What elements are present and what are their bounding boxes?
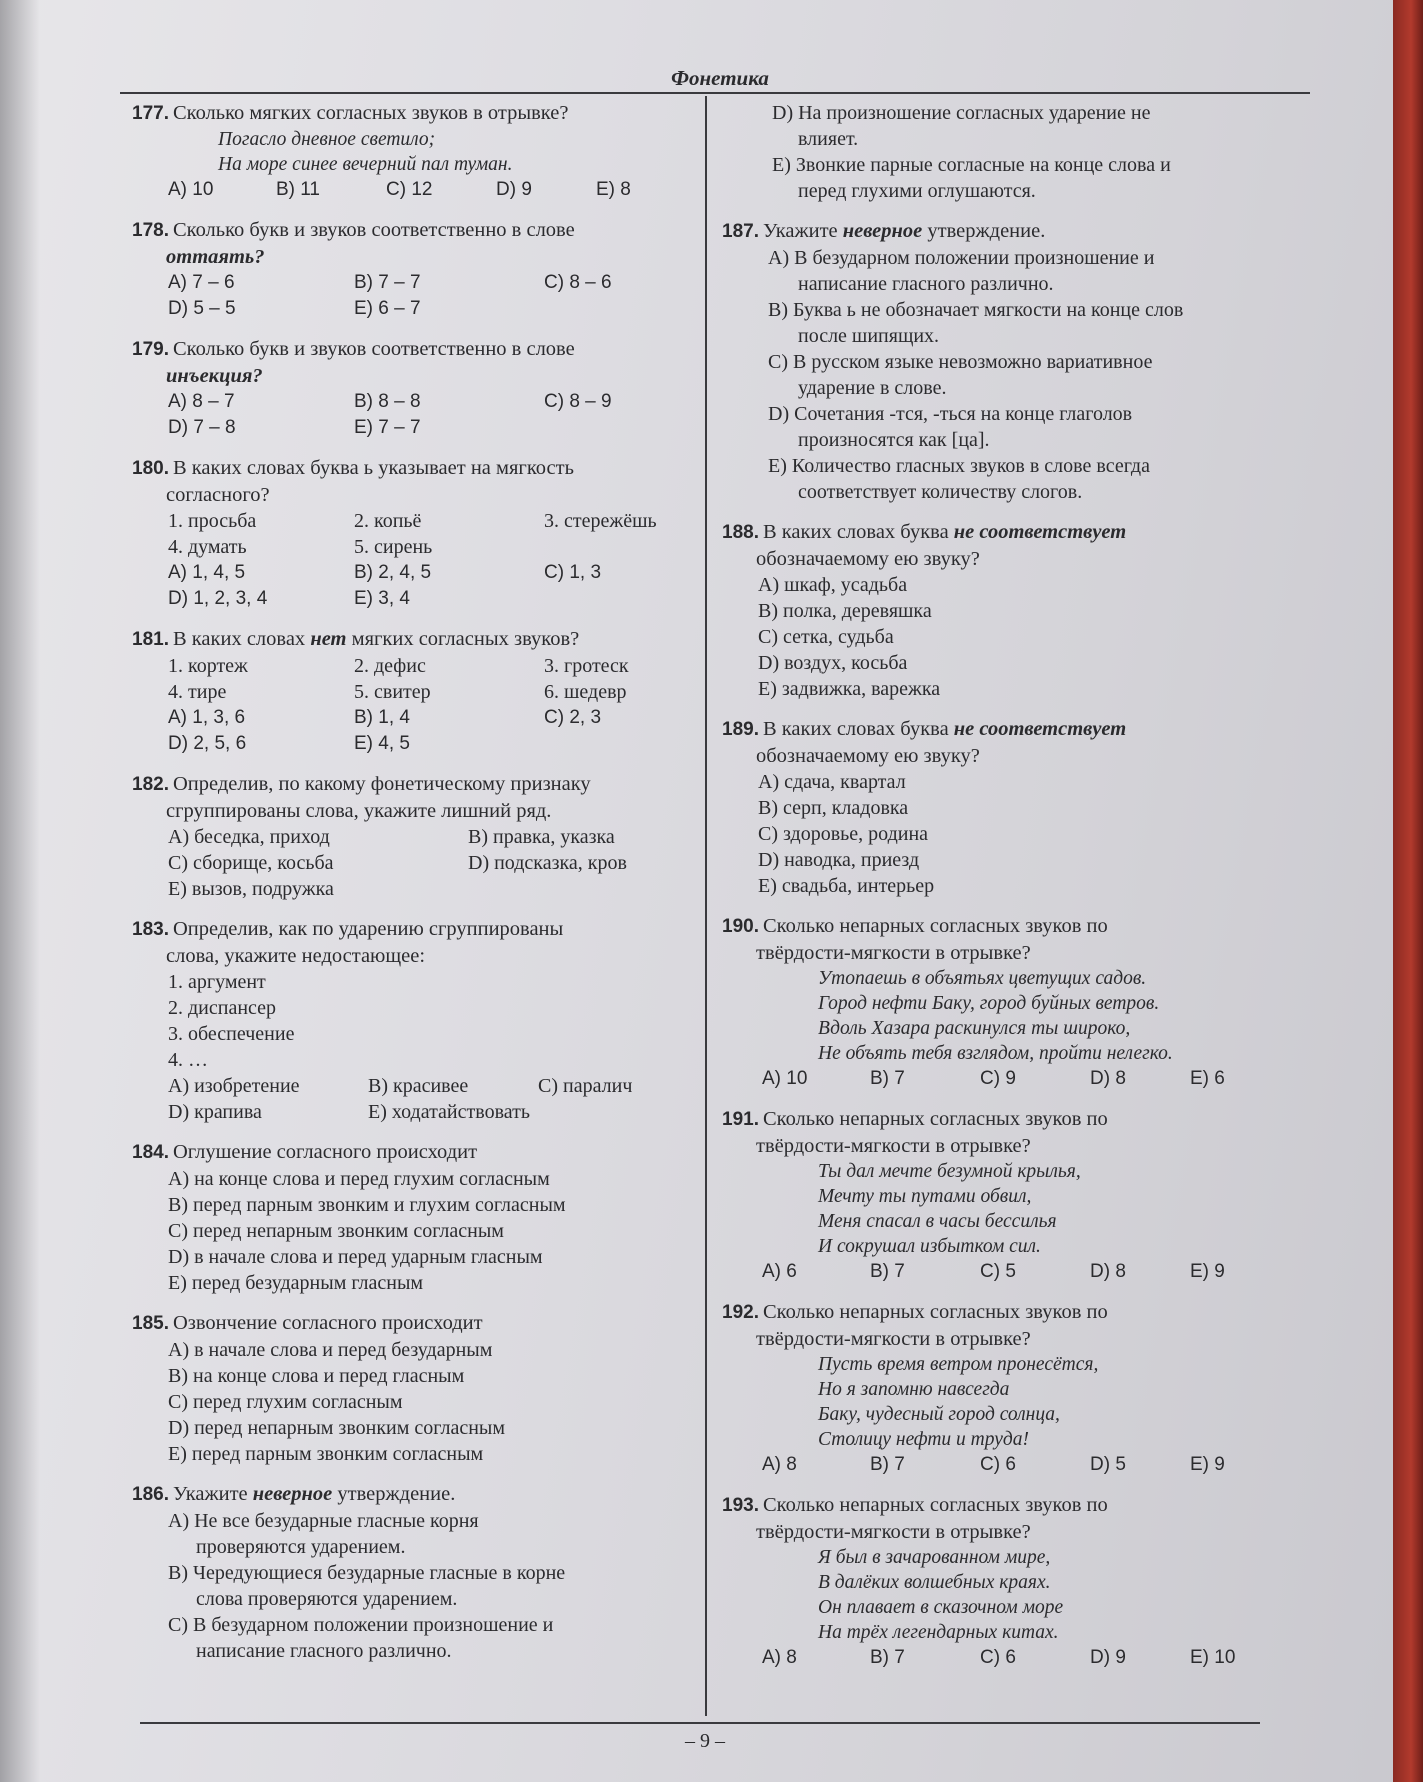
- answer-option: B) 7: [870, 1261, 905, 1282]
- answer-option: A) шкаф, усадьба: [758, 574, 908, 596]
- answer-option: C) 5: [980, 1261, 1016, 1282]
- answer-option: D) 8: [1090, 1261, 1126, 1282]
- answer-option: B) 7: [870, 1454, 905, 1475]
- running-head: Фонетика: [671, 66, 769, 90]
- poem-line: Город нефти Баку, город буйных ветров.: [818, 993, 1160, 1014]
- answer-option: D) 5 – 5: [168, 298, 236, 319]
- emphasis-word: не соответствует: [953, 521, 1127, 543]
- question-text: утверждение.: [337, 1483, 456, 1505]
- answer-option: A) 7 – 6: [168, 272, 235, 293]
- question-text: утверждение.: [927, 220, 1046, 242]
- question-185: [132, 1310, 702, 1467]
- poem-line: Не объять тебя взглядом, пройти нелегко.: [818, 1043, 1173, 1064]
- answer-option: C) 2, 3: [544, 707, 602, 728]
- answer-option: E) ходатайствовать: [368, 1101, 530, 1123]
- question-192: [722, 1299, 1302, 1478]
- answer-option: A) в начале слова и перед безударным: [168, 1339, 493, 1361]
- answer-option: E) 10: [1190, 1647, 1236, 1668]
- answer-options: [132, 389, 702, 441]
- question-180: [132, 455, 702, 612]
- answer-option-continued: проверяются ударением.: [196, 1536, 406, 1558]
- question-text: Укажите: [762, 220, 838, 242]
- question-text: В каких словах буква: [762, 718, 949, 740]
- answer-option: E) Звонкие парные согласные на конце слова и: [772, 154, 1171, 176]
- answer-options: [132, 824, 702, 902]
- answer-option: C) паралич: [538, 1075, 633, 1097]
- answer-option-continued: соответствует количеству слогов.: [798, 481, 1083, 503]
- answer-option: B) перед парным звонким и глухим согласным: [168, 1194, 566, 1216]
- question-number: 187.: [722, 221, 759, 242]
- word-item: 1. просьба: [168, 510, 257, 532]
- poem-line: И сокрушал избытком сил.: [818, 1236, 1041, 1257]
- question-text: Сколько непарных согласных звуков по: [762, 1108, 1108, 1130]
- poem-line: Ты дал мечте безумной крылья,: [818, 1161, 1081, 1182]
- answer-option: E) 3, 4: [354, 588, 410, 609]
- answer-option: C) В русском языке невозможно вариативное: [768, 351, 1153, 373]
- answer-option: D) перед непарным звонким согласным: [168, 1417, 506, 1439]
- answer-options: [722, 1066, 1302, 1092]
- answer-option: D) воздух, косьба: [758, 652, 908, 674]
- word-item: 2. дефис: [354, 655, 426, 677]
- question-number: 177.: [132, 103, 169, 124]
- answer-option-continued: написание гласного различно.: [798, 273, 1054, 295]
- emphasis-word: нет: [310, 628, 347, 650]
- answer-options: [132, 560, 702, 612]
- question-181: [132, 626, 702, 757]
- answer-option-continued: перед глухими оглушаются.: [798, 180, 1036, 202]
- answer-option: A) 8: [762, 1647, 797, 1668]
- answer-option-continued: написание гласного различно.: [196, 1640, 452, 1662]
- question-186-continued: [722, 100, 1302, 204]
- question-text: обозначаемому ею звуку?: [756, 548, 980, 570]
- answer-option: D) 7 – 8: [168, 417, 236, 438]
- answer-option: C) перед глухим согласным: [168, 1391, 403, 1413]
- answer-option: D) 2, 5, 6: [168, 733, 247, 754]
- answer-option: B) на конце слова и перед гласным: [168, 1365, 465, 1387]
- answer-option: B) 2, 4, 5: [354, 562, 432, 583]
- answer-option: E) 7 – 7: [354, 417, 421, 438]
- word-item: 4. тире: [168, 681, 227, 703]
- answer-option-continued: после шипящих.: [798, 325, 940, 347]
- answer-option: D) подсказка, кров: [468, 852, 627, 874]
- question-number: 191.: [722, 1109, 759, 1130]
- answer-option: A) 6: [762, 1261, 797, 1282]
- question-text: слова, укажите недостающее:: [166, 945, 426, 967]
- answer-option: B) 7: [870, 1647, 905, 1668]
- answer-option: E) перед безударным гласным: [168, 1272, 424, 1294]
- answer-option-continued: слова проверяются ударением.: [196, 1588, 458, 1610]
- answer-option: C) здоровье, родина: [758, 823, 929, 845]
- answer-option: B) полка, деревяшка: [758, 600, 932, 622]
- question-179: [132, 336, 702, 441]
- word-item: 3. стережёшь: [544, 510, 657, 532]
- poem-line: Пусть время ветром пронесётся,: [818, 1354, 1099, 1375]
- question-190: [722, 913, 1302, 1092]
- poem-line: Он плавает в сказочном море: [818, 1597, 1064, 1618]
- question-177: [132, 100, 702, 203]
- answer-option: B) 8 – 8: [354, 391, 421, 412]
- answer-option: A) беседка, приход: [168, 826, 330, 848]
- question-191: [722, 1106, 1302, 1285]
- answer-option: A) на конце слова и перед глухим согласным: [168, 1168, 550, 1190]
- target-word: оттаять?: [166, 246, 265, 268]
- question-number: 188.: [722, 522, 759, 543]
- answer-option: D) 9: [1090, 1647, 1126, 1668]
- question-178: [132, 217, 702, 322]
- answer-option-continued: ударение в слове.: [798, 377, 947, 399]
- question-number: 193.: [722, 1495, 759, 1516]
- question-number: 182.: [132, 774, 169, 795]
- question-text: согласного?: [166, 484, 270, 506]
- question-189: [722, 716, 1302, 899]
- question-183: [132, 916, 702, 1125]
- poem-line: Утопаешь в объятьях цветущих садов.: [818, 968, 1147, 989]
- question-184: [132, 1139, 702, 1296]
- answer-option: A) 1, 4, 5: [168, 562, 246, 583]
- answer-option: A) 8 – 7: [168, 391, 235, 412]
- answer-option: D) 8: [1090, 1068, 1126, 1089]
- answer-option: D) 9: [496, 179, 532, 200]
- answer-option: A) 1, 3, 6: [168, 707, 246, 728]
- answer-option: C) 6: [980, 1454, 1016, 1475]
- column-divider: [705, 96, 707, 1716]
- answer-option: D) На произношение согласных ударение не: [772, 102, 1151, 124]
- poem-line: На трёх легендарных китах.: [818, 1622, 1059, 1643]
- question-text: твёрдости-мягкости в отрывке?: [756, 1521, 1031, 1543]
- question-text: мягких согласных звуков?: [351, 628, 580, 650]
- poem-line: Мечту ты путами обвил,: [818, 1186, 1032, 1207]
- question-text: В каких словах буква ь указывает на мягкость: [172, 457, 574, 479]
- poem-line: Баку, чудесный город солнца,: [818, 1404, 1060, 1425]
- question-188: [722, 519, 1302, 702]
- page-number: – 9 –: [685, 1730, 725, 1752]
- answer-option: D) 1, 2, 3, 4: [168, 588, 268, 609]
- target-word: инъекция?: [166, 365, 263, 387]
- footer-rule: [140, 1722, 1260, 1724]
- answer-option-continued: влияет.: [798, 128, 859, 150]
- question-number: 190.: [722, 916, 759, 937]
- answer-option: D) 5: [1090, 1454, 1126, 1475]
- word-item: 4. думать: [168, 536, 247, 558]
- answer-options: [132, 1073, 702, 1125]
- emphasis-word: не соответствует: [953, 718, 1127, 740]
- question-text: Сколько непарных согласных звуков по: [762, 915, 1108, 937]
- question-187: [722, 218, 1302, 505]
- poem-line: Я был в зачарованном мире,: [818, 1547, 1051, 1568]
- question-number: 184.: [132, 1142, 169, 1163]
- question-text: Сколько непарных согласных звуков по: [762, 1494, 1108, 1516]
- question-number: 181.: [132, 629, 169, 650]
- answer-option: C) 6: [980, 1647, 1016, 1668]
- question-text: Определив, по какому фонетическому признаку: [172, 773, 591, 795]
- question-text: Сколько непарных согласных звуков по: [762, 1301, 1108, 1323]
- answer-option: E) 4, 5: [354, 733, 410, 754]
- word-item: 2. диспансер: [168, 997, 277, 1019]
- answer-option: A) 10: [168, 179, 214, 200]
- question-number: 189.: [722, 719, 759, 740]
- question-number: 192.: [722, 1302, 759, 1323]
- answer-option-continued: произносятся как [ца].: [798, 429, 990, 451]
- question-text: твёрдости-мягкости в отрывке?: [756, 1135, 1031, 1157]
- word-item: 3. обеспечение: [168, 1023, 295, 1045]
- answer-option: A) изобретение: [168, 1075, 300, 1097]
- question-number: 179.: [132, 339, 169, 360]
- answer-option: E) 6 – 7: [354, 298, 421, 319]
- poem-line: На море синее вечерний пал туман.: [218, 154, 513, 175]
- poem-line: Погасло дневное светило;: [218, 129, 436, 150]
- answer-option: B) серп, кладовка: [758, 797, 909, 819]
- answer-option: E) вызов, подружка: [168, 878, 334, 900]
- question-number: 186.: [132, 1484, 169, 1505]
- answer-option: C) 12: [386, 179, 433, 200]
- answer-option: E) 9: [1190, 1261, 1225, 1282]
- answer-option: A) В безударном положении произношение и: [768, 247, 1155, 269]
- header-rule: [120, 92, 1310, 94]
- question-text: Оглушение согласного происходит: [172, 1141, 478, 1163]
- question-text: сгруппированы слова, укажите лишний ряд.: [166, 800, 552, 822]
- answer-option: C) перед непарным звонким согласным: [168, 1220, 504, 1242]
- answer-option: D) крапива: [168, 1101, 262, 1123]
- emphasis-word: неверное: [252, 1483, 333, 1505]
- word-item: 5. свитер: [354, 681, 431, 703]
- answer-option: B) Буква ь не обозначает мягкости на конце слов: [768, 299, 1184, 321]
- word-item: 5. сирень: [354, 536, 433, 558]
- answer-option: B) 11: [276, 179, 321, 200]
- answer-option: D) наводка, приезд: [758, 849, 920, 871]
- answer-options: [722, 1452, 1302, 1478]
- page-shadow: [0, 0, 40, 1782]
- answer-option: B) 1, 4: [354, 707, 410, 728]
- answer-option: C) 9: [980, 1068, 1016, 1089]
- question-text: Укажите: [172, 1483, 248, 1505]
- answer-option: A) 10: [762, 1068, 808, 1089]
- poem-line: Меня спасал в часы бессилья: [818, 1211, 1057, 1232]
- left-column: [132, 100, 702, 1678]
- answer-option: E) Количество гласных звуков в слове всегда: [768, 455, 1150, 477]
- word-item: 3. гротеск: [544, 655, 629, 677]
- question-text: В каких словах: [172, 628, 306, 650]
- word-item: 2. копьё: [354, 510, 422, 532]
- answer-option: B) 7 – 7: [354, 272, 421, 293]
- answer-option: D) Сочетания -тся, -ться на конце глаголов: [768, 403, 1133, 425]
- answer-option: A) Не все безударные гласные корня: [168, 1510, 479, 1532]
- question-186: [132, 1481, 702, 1664]
- right-column: [722, 100, 1302, 1685]
- answer-option: B) Чередующиеся безударные гласные в корне: [168, 1562, 566, 1584]
- word-item: 1. аргумент: [168, 971, 266, 993]
- question-text: обозначаемому ею звуку?: [756, 745, 980, 767]
- answer-option: A) сдача, квартал: [758, 771, 906, 793]
- question-text: Сколько букв и звуков соответственно в слове: [172, 219, 575, 241]
- question-182: [132, 771, 702, 902]
- answer-option: C) 8 – 6: [544, 272, 612, 293]
- poem-line: Столицу нефти и труда!: [818, 1429, 1029, 1450]
- answer-options: [132, 177, 702, 203]
- question-number: 185.: [132, 1313, 169, 1334]
- word-list: [132, 653, 702, 705]
- answer-option: A) 8: [762, 1454, 797, 1475]
- answer-option: D) в начале слова и перед ударным гласным: [168, 1246, 543, 1268]
- answer-options: [132, 705, 702, 757]
- question-text: Озвончение согласного происходит: [172, 1312, 483, 1334]
- word-list: [132, 508, 702, 560]
- answer-option: E) задвижка, варежка: [758, 678, 941, 700]
- answer-option: B) 7: [870, 1068, 905, 1089]
- question-text: Определив, как по ударению сгруппированы: [172, 918, 564, 940]
- question-193: [722, 1492, 1302, 1671]
- answer-option: C) 8 – 9: [544, 391, 612, 412]
- emphasis-word: неверное: [842, 220, 923, 242]
- question-text: Сколько мягких согласных звуков в отрывке?: [172, 102, 569, 124]
- question-text: В каких словах буква: [762, 521, 949, 543]
- question-text: Сколько букв и звуков соответственно в слове: [172, 338, 575, 360]
- question-number: 180.: [132, 458, 169, 479]
- question-number: 178.: [132, 220, 169, 241]
- answer-options: [722, 1259, 1302, 1285]
- poem-line: В далёких волшебных краях.: [818, 1572, 1051, 1593]
- answer-option: C) В безударном положении произношение и: [168, 1614, 554, 1636]
- question-text: твёрдости-мягкости в отрывке?: [756, 942, 1031, 964]
- word-item: 4. …: [168, 1049, 208, 1071]
- answer-option: E) 9: [1190, 1454, 1225, 1475]
- red-book-edge: [1393, 0, 1423, 1782]
- answer-option: E) 8: [596, 179, 631, 200]
- word-item: 1. кортеж: [168, 655, 248, 677]
- poem-line: Но я запомню навсегда: [818, 1379, 1010, 1400]
- answer-option: C) сетка, судьба: [758, 626, 894, 648]
- answer-options: [722, 1645, 1302, 1671]
- answer-option: C) сборище, косьба: [168, 852, 334, 874]
- answer-option: E) свадьба, интерьер: [758, 875, 935, 897]
- question-number: 183.: [132, 919, 169, 940]
- answer-option: E) перед парным звонким согласным: [168, 1443, 484, 1465]
- question-text: твёрдости-мягкости в отрывке?: [756, 1328, 1031, 1350]
- answer-options: [132, 270, 702, 322]
- answer-option: B) красивее: [368, 1075, 469, 1097]
- answer-option: C) 1, 3: [544, 562, 602, 583]
- answer-option: B) правка, указка: [468, 826, 615, 848]
- word-item: 6. шедевр: [544, 681, 627, 703]
- poem-line: Вдоль Хазара раскинулся ты широко,: [818, 1018, 1131, 1039]
- answer-option: E) 6: [1190, 1068, 1225, 1089]
